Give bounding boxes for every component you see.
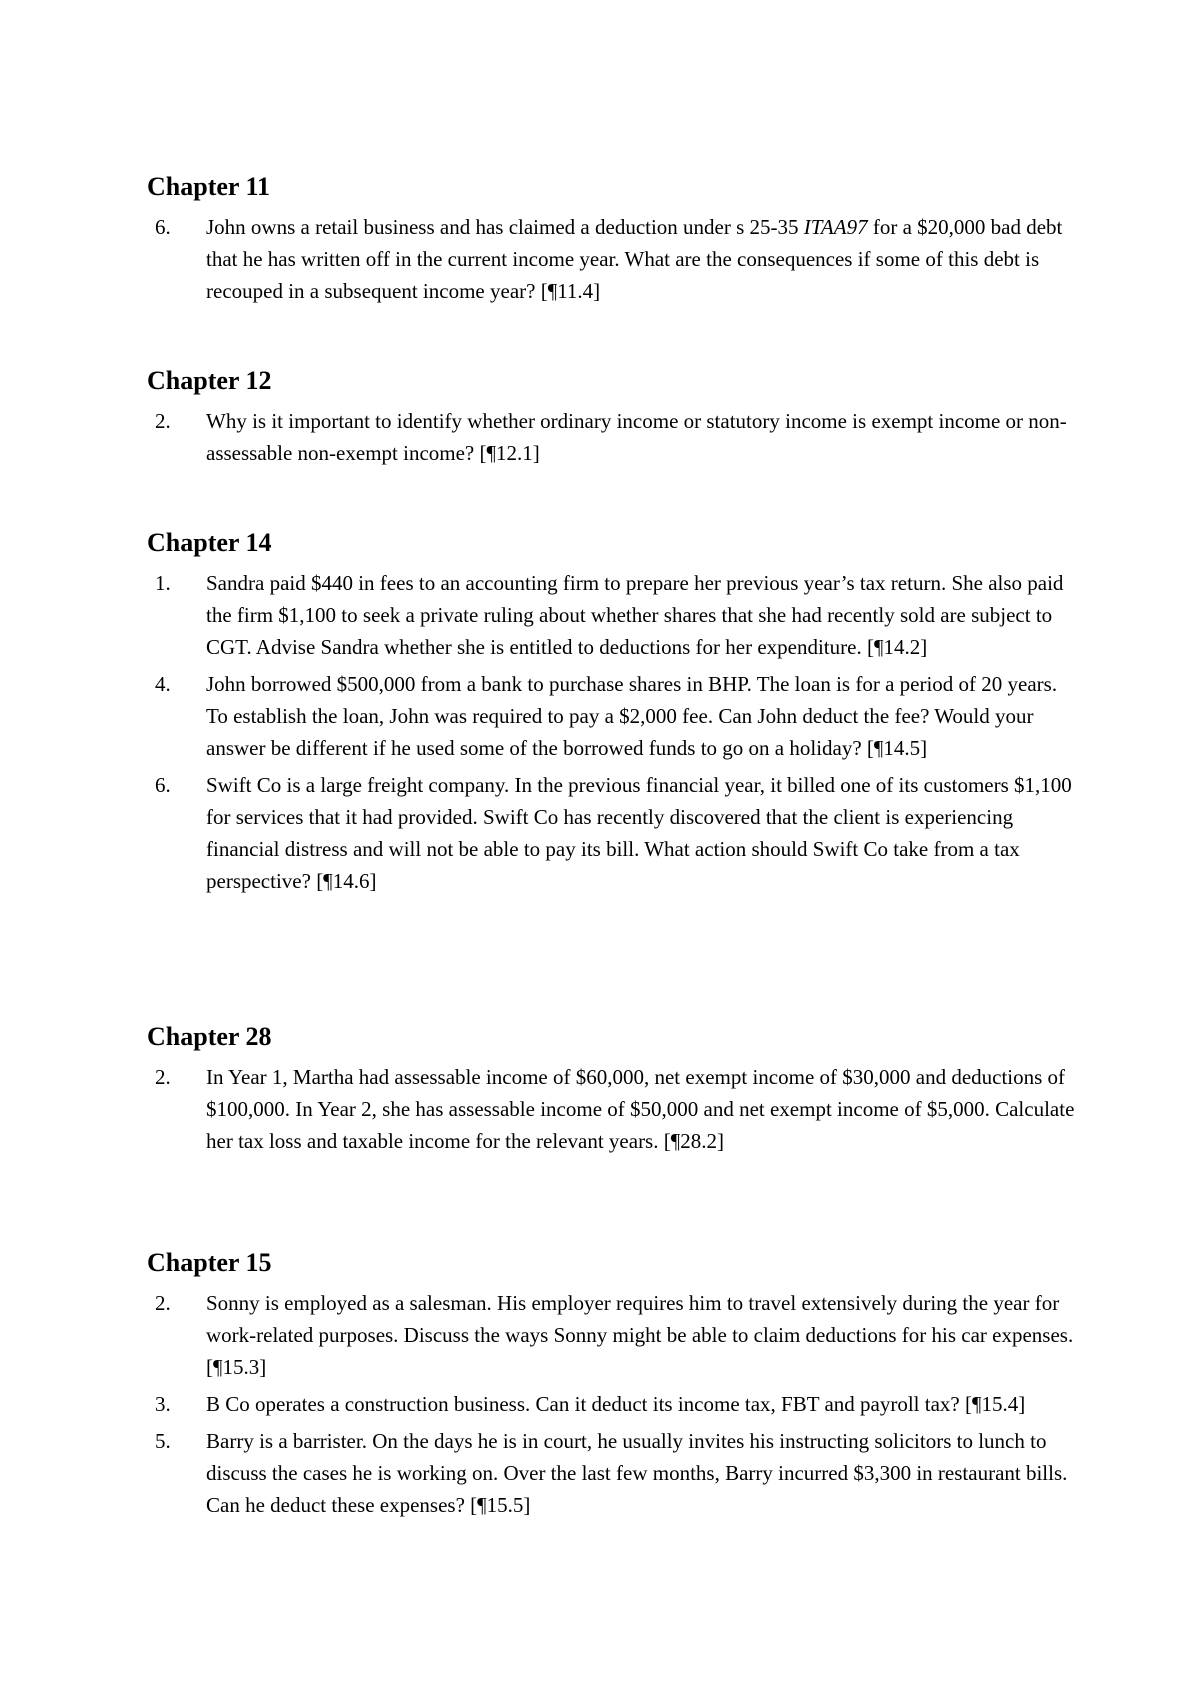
question-text: Why is it important to identify whether ordinary income or statutory income is exempt income or non-assessable non-exempt income? [¶12.1] [206, 409, 1067, 465]
question-text: Swift Co is a large freight company. In the previous financial year, it billed one of its customers $1,100 for services that it had provided. Swift Co has recently discovered that the client is experiencing financial distress and will not be able to pay its bill. What action should Swift Co take from a tax perspective? [¶14.6] [206, 773, 1072, 893]
chapter-heading: Chapter 11 [147, 172, 271, 201]
question-item [147, 1061, 1077, 1157]
question-item [147, 668, 1077, 764]
chapter-11-section [147, 172, 1077, 312]
question-number: 6. [155, 215, 171, 239]
chapter-14-section [147, 528, 1077, 902]
question-number: 2. [155, 1291, 171, 1315]
question-item [147, 1287, 1077, 1383]
question-item [147, 1388, 1077, 1420]
question-text: Sonny is employed as a salesman. His employer requires him to travel extensively during the year for work-related purposes. Discuss the ways Sonny might be able to claim deductions for his car expenses. [¶15.3] [206, 1291, 1074, 1379]
question-text: Sandra paid $440 in fees to an accounting firm to prepare her previous year’s tax return. She also paid the firm $1,100 to seek a private ruling about whether shares that she had recently sold are subject to CGT. Advise Sandra whether she is entitled to deductions for her expenditure. [¶14.2] [206, 571, 1064, 659]
question-item [147, 567, 1077, 663]
chapter-heading: Chapter 14 [147, 528, 272, 557]
question-text: In Year 1, Martha had assessable income of $60,000, net exempt income of $30,000 and deductions of $100,000. In Year 2, she has assessable income of $50,000 and net exempt income of $5,000. Calculate her tax loss and taxable income for the relevant years. [¶28.2] [206, 1065, 1075, 1153]
question-text: John borrowed $500,000 from a bank to purchase shares in BHP. The loan is for a period of 20 years. To establish the loan, John was required to pay a $2,000 fee. Can John deduct the fee? Would your answer be different if he used some of the borrowed funds to go on a holiday? [¶14.5] [206, 672, 1058, 760]
chapter-heading: Chapter 15 [147, 1248, 272, 1277]
question-number: 2. [155, 1065, 171, 1089]
question-number: 5. [155, 1429, 171, 1453]
chapter-heading: Chapter 28 [147, 1022, 272, 1051]
question-item [147, 1425, 1077, 1521]
question-text [206, 215, 1062, 303]
question-text-part: for a $20,000 bad debt that he has written off in the current income year. What are the consequences if some of this debt is recouped in a subsequent income year? [¶11.4] [206, 215, 1063, 303]
chapter-15-section [147, 1248, 1077, 1526]
question-item [147, 405, 1077, 469]
question-text: B Co operates a construction business. Can it deduct its income tax, FBT and payroll tax? [¶15.4] [206, 1392, 1026, 1416]
question-text-part: John owns a retail business and has claimed a deduction under s 25-35 [206, 215, 804, 239]
question-item [147, 211, 1077, 307]
question-number: 4. [155, 672, 171, 696]
chapter-28-section [147, 1022, 1077, 1162]
chapter-12-section [147, 366, 1077, 474]
question-number: 6. [155, 773, 171, 797]
question-item [147, 769, 1077, 897]
question-text: Barry is a barrister. On the days he is in court, he usually invites his instructing solicitors to lunch to discuss the cases he is working on. Over the last few months, Barry incurred $3,300 in restaurant bills. Can he deduct these expenses? [¶15.5] [206, 1429, 1068, 1517]
question-number: 2. [155, 409, 171, 433]
question-number: 3. [155, 1392, 171, 1416]
chapter-heading: Chapter 12 [147, 366, 272, 395]
act-name: ITAA97 [803, 215, 868, 239]
question-number: 1. [155, 571, 171, 595]
